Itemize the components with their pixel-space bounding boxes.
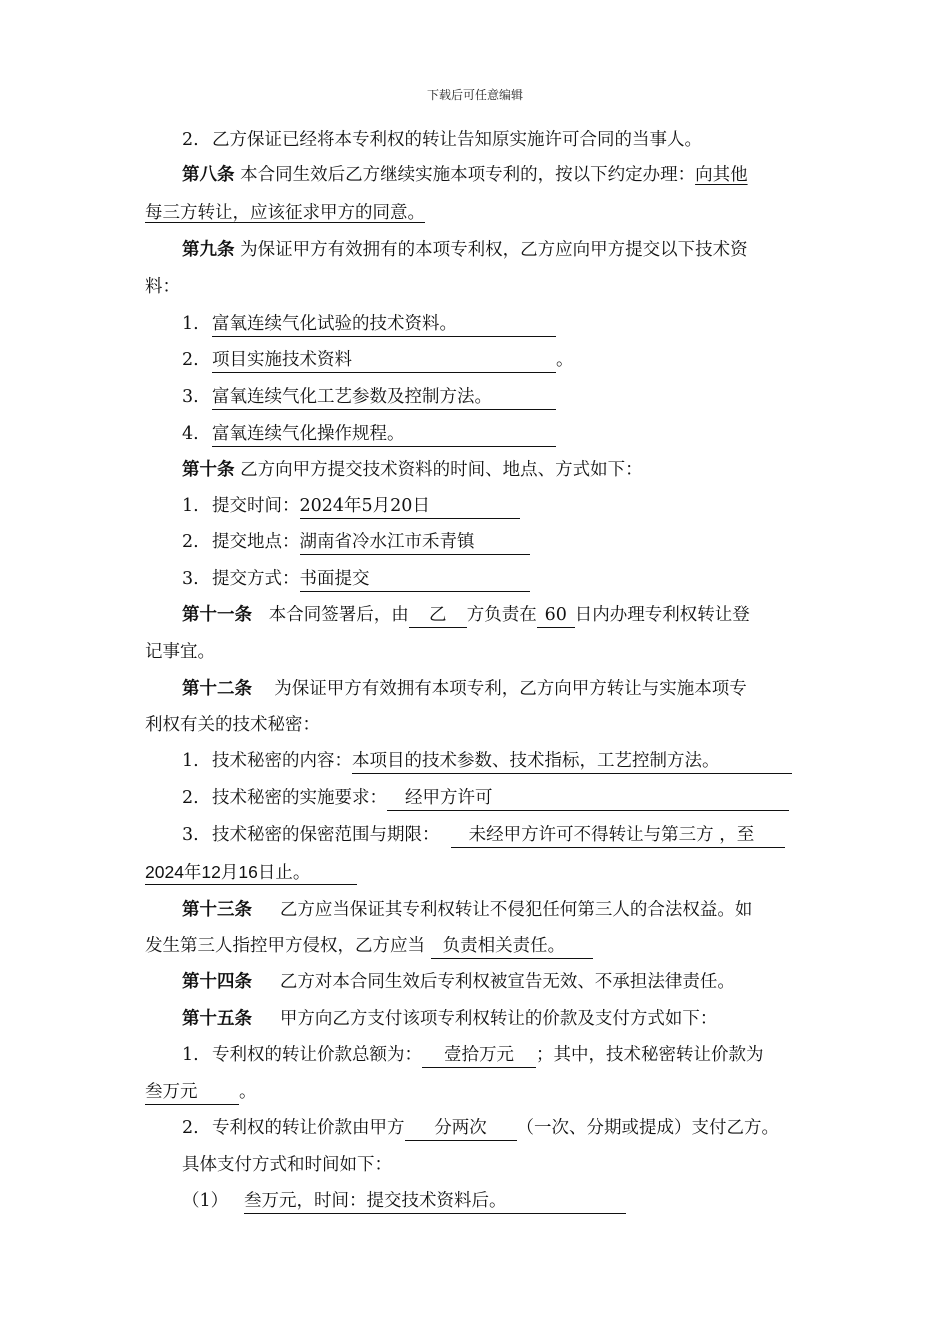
item-number: （1） xyxy=(182,1191,229,1211)
clause-line xyxy=(145,860,357,885)
article-heading: 第十三条 xyxy=(182,900,252,920)
list-item xyxy=(182,385,556,410)
filled-field: 富氧连续气化工艺参数及控制方法。 xyxy=(212,385,556,410)
line-text: 技术秘密的实施要求： xyxy=(212,788,387,808)
list-item xyxy=(182,530,530,555)
filled-field: 项目实施技术资料 xyxy=(212,348,556,373)
clause-line xyxy=(145,1080,257,1105)
list-item xyxy=(182,567,530,592)
page-header: 下载后可任意编辑 xyxy=(426,88,523,102)
filled-field: 2024年5月20日 xyxy=(300,494,520,519)
line-text: 技术秘密的内容： xyxy=(212,751,352,771)
item-number: 4. xyxy=(182,424,199,444)
filled-field: 壹拾万元 xyxy=(422,1043,536,1068)
line-text: 专利权的转让价款总额为： xyxy=(212,1045,422,1065)
filled-field: 未经甲方许可不得转让与第三方 ，至 xyxy=(451,823,785,848)
article-14 xyxy=(182,970,735,994)
filled-field: 每三方转让，应该征求甲方的同意。 xyxy=(145,203,425,223)
filled-field: 本项目的技术参数、技术指标，工艺控制方法。 xyxy=(352,749,792,774)
line-text: 乙方向甲方提交技术资料的时间、地点、方式如下： xyxy=(240,460,643,480)
article-heading: 第九条 xyxy=(182,240,235,260)
filled-field: 乙 xyxy=(409,603,467,628)
line-text: （一次、分期或提成）支付乙方。 xyxy=(516,1118,779,1138)
article-15 xyxy=(182,1007,717,1031)
item-number: 2. xyxy=(182,350,199,370)
line-text: 为保证甲方有效拥有的本项专利权，乙方应向甲方提交以下技术资 xyxy=(240,240,748,260)
item-number: 2. xyxy=(182,532,199,552)
clause-line xyxy=(145,934,593,959)
line-text: 。 xyxy=(556,350,574,370)
list-item xyxy=(182,312,556,337)
list-item xyxy=(182,348,574,373)
line-text: 日内办理专利权转让登 xyxy=(574,605,750,625)
line-text: 乙方对本合同生效后专利权被宣告无效、不承担法律责任。 xyxy=(279,972,735,992)
list-item xyxy=(182,1189,626,1214)
filled-field: 湖南省冷水江市禾青镇 xyxy=(300,530,530,555)
item-number: 1. xyxy=(182,1045,199,1065)
article-heading: 第十一条 xyxy=(182,605,252,625)
line-text: 专利权的转让价款由甲方 xyxy=(212,1118,405,1138)
article-heading: 第十二条 xyxy=(182,679,252,699)
filled-field: 向其他 xyxy=(695,165,748,185)
clause-line xyxy=(145,640,215,664)
item-number: 2. xyxy=(182,1118,199,1138)
clause-line xyxy=(145,275,180,299)
article-10 xyxy=(182,458,643,482)
list-item xyxy=(182,786,789,811)
line-text: 为保证甲方有效拥有本项专利，乙方向甲方转让与实施本项专 xyxy=(274,679,747,699)
item-number: 3. xyxy=(182,569,199,589)
clause-line xyxy=(145,201,425,225)
line-text: 利权有关的技术秘密： xyxy=(145,715,320,735)
article-13 xyxy=(182,898,752,922)
line-text: 乙方应当保证其专利权转让不侵犯任何第三人的合法权益。如 xyxy=(279,900,753,920)
item-number: 3. xyxy=(182,387,199,407)
article-heading: 第八条 xyxy=(182,165,235,185)
article-heading: 第十四条 xyxy=(182,972,252,992)
line-text: 本合同签署后，由 xyxy=(268,605,409,625)
line-text: 记事宜。 xyxy=(145,642,215,662)
line-text: 本合同生效后乙方继续实施本项专利的，按以下约定办理： xyxy=(240,165,696,185)
article-11 xyxy=(182,603,750,628)
line-text: 提交方式： xyxy=(212,569,300,589)
line-text: 提交时间： xyxy=(212,496,300,516)
article-heading: 第十条 xyxy=(182,460,235,480)
item-number: 3. xyxy=(182,825,199,845)
item-number: 1. xyxy=(182,496,199,516)
line-text: 甲方向乙方支付该项专利权转让的价款及支付方式如下： xyxy=(279,1009,718,1029)
line-text: ；其中，技术秘密转让价款为 xyxy=(536,1045,764,1065)
list-item xyxy=(182,823,785,848)
filled-field: 叁万元，时间：提交技术资料后。 xyxy=(244,1189,626,1214)
list-item xyxy=(182,1043,764,1068)
filled-field: 经甲方许可 xyxy=(387,786,789,811)
article-8 xyxy=(182,163,748,187)
list-item xyxy=(182,1116,779,1141)
filled-field: 叁万元 xyxy=(145,1080,239,1105)
list-item xyxy=(182,749,792,774)
filled-field: 富氧连续气化试验的技术资料。 xyxy=(212,312,556,337)
filled-field: 2024年12月16日止。 xyxy=(145,860,357,885)
line-text: 方负责在 xyxy=(466,605,537,625)
filled-field: 60 xyxy=(537,603,575,628)
line-text: 具体支付方式和时间如下： xyxy=(182,1155,392,1175)
item-number: 1. xyxy=(182,751,199,771)
line-text: 乙方保证已经将本专利权的转让告知原实施许可合同的当事人。 xyxy=(212,130,702,150)
article-9 xyxy=(182,238,748,262)
line-text: 提交地点： xyxy=(212,532,300,552)
article-12 xyxy=(182,677,747,701)
clause-line xyxy=(145,713,320,737)
filled-field: 书面提交 xyxy=(300,567,530,592)
line-text: 料： xyxy=(145,277,180,297)
item-number: 1. xyxy=(182,314,199,334)
filled-field: 富氧连续气化操作规程。 xyxy=(212,422,556,447)
clause-line xyxy=(182,128,702,152)
line-text: 技术秘密的保密范围与期限： xyxy=(212,825,440,845)
item-number: 2. xyxy=(182,130,199,150)
article-heading: 第十五条 xyxy=(182,1009,252,1029)
filled-field: 负责相关责任。 xyxy=(431,934,593,959)
list-item xyxy=(182,422,556,447)
filled-field: 分两次 xyxy=(405,1116,517,1141)
line-text: 发生第三人指控甲方侵权，乙方应当 xyxy=(145,936,425,956)
list-item xyxy=(182,494,520,519)
item-number: 2. xyxy=(182,788,199,808)
line-text: 。 xyxy=(239,1082,257,1102)
clause-line xyxy=(182,1153,392,1177)
